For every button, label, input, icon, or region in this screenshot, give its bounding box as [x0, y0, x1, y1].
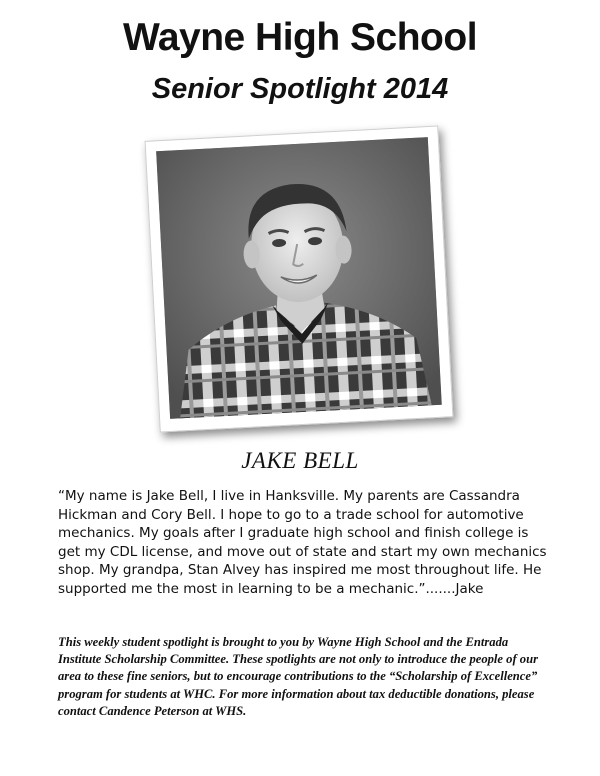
- student-name: JAKE BELL: [241, 448, 359, 473]
- sponsor-note: This weekly student spotlight is brought to you by Wayne High School and the Entrada Institute Scholarship Committee. These spotlights are not only to introduce the people of our area to these fine seniors, but to encourage contributions to the “Scholarship of Excellence” program for students at WHC. For more information about tax deductible donations, please contact Candence Peterson at WHS.: [58, 635, 539, 718]
- student-quote: “My name is Jake Bell, I live in Hanksville. My parents are Cassandra Hickman and Cory Bell. I hope to go to a trade school for automotive mechanics. My goals after I graduate high school and finish college is get my CDL license, and move out of state and start my own mechanics shop. My grandpa, Stan Alvey has inspired me most throughout life. He supported me the most in learning to be a mechanic.”.......Jake: [58, 488, 547, 597]
- student-portrait-photo: [156, 137, 442, 419]
- photo-frame: [145, 126, 454, 433]
- spotlight-subtitle: Senior Spotlight 2014: [151, 73, 449, 105]
- school-title: Wayne High School: [122, 16, 478, 59]
